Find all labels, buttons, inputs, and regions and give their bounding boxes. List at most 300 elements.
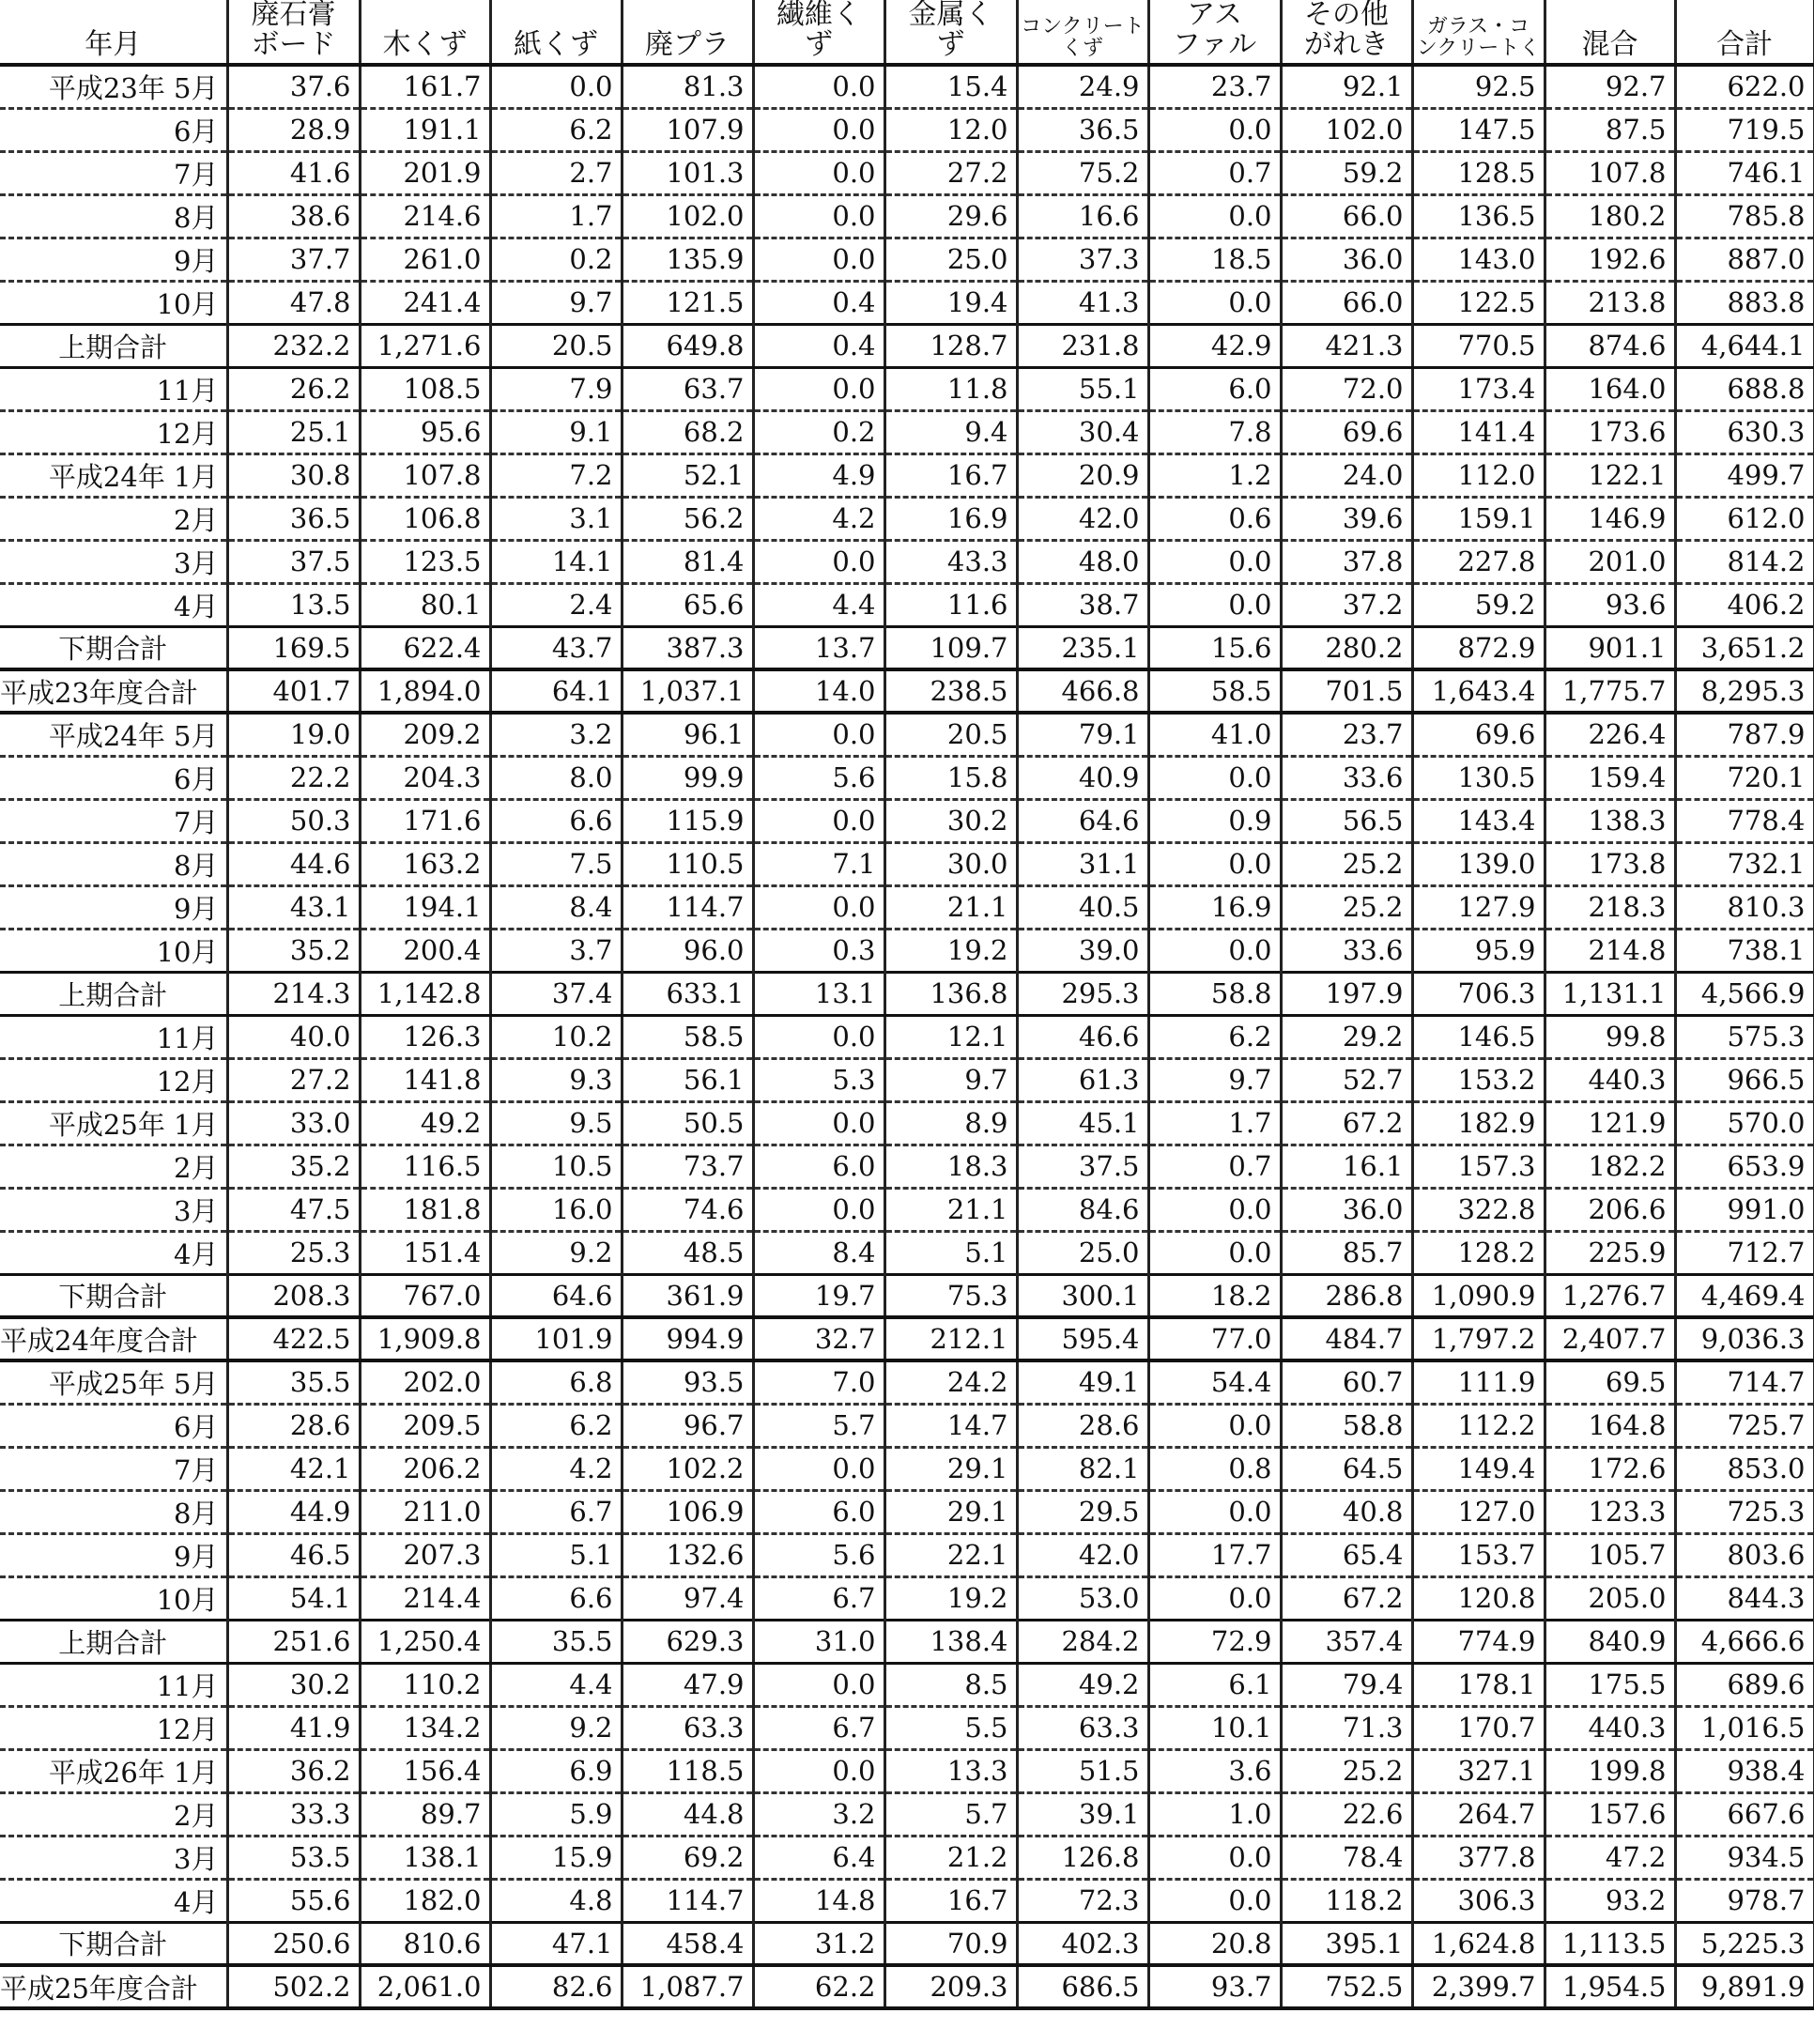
cell-wood: 106.8 xyxy=(360,497,490,540)
cell-concrete: 28.6 xyxy=(1017,1404,1148,1447)
cell-asphalt: 72.9 xyxy=(1148,1620,1281,1663)
header-line1: 木くず xyxy=(382,27,468,61)
cell-plastic: 96.0 xyxy=(622,929,753,972)
cell-asphalt: 6.0 xyxy=(1148,367,1281,410)
cell-plastic: 96.7 xyxy=(622,1404,753,1447)
table-row xyxy=(0,1058,1814,1101)
cell-wood: 211.0 xyxy=(360,1490,490,1533)
cell-asphalt: 58.8 xyxy=(1148,972,1281,1015)
header-line1: 合計 xyxy=(1716,27,1773,61)
table-row xyxy=(0,1404,1814,1447)
cell-plastic: 361.9 xyxy=(622,1274,753,1317)
table-row xyxy=(0,1706,1814,1749)
cell-other-rubble: 69.6 xyxy=(1281,410,1412,453)
cell-mixed: 105.7 xyxy=(1545,1533,1675,1576)
cell-glass-concrete: 127.0 xyxy=(1412,1490,1545,1533)
table-row xyxy=(0,1188,1814,1231)
cell-glass-concrete: 872.9 xyxy=(1412,626,1545,669)
cell-metal: 138.4 xyxy=(884,1620,1017,1663)
cell-total: 887.0 xyxy=(1675,238,1814,281)
cell-mixed: 172.6 xyxy=(1545,1447,1675,1490)
row-label: 平成23年度合計 xyxy=(0,669,227,713)
cell-asphalt: 0.0 xyxy=(1148,842,1281,885)
cell-plastic: 107.9 xyxy=(622,108,753,151)
cell-concrete: 25.0 xyxy=(1017,1231,1148,1274)
row-label: 下期合計 xyxy=(0,626,227,669)
cell-fiber: 5.7 xyxy=(753,1404,884,1447)
cell-mixed: 1,954.5 xyxy=(1545,1965,1675,2008)
cell-concrete: 231.8 xyxy=(1017,324,1148,367)
cell-paper: 6.8 xyxy=(490,1360,622,1404)
cell-metal: 16.9 xyxy=(884,497,1017,540)
cell-wood: 123.5 xyxy=(360,540,490,583)
cell-paper: 64.6 xyxy=(490,1274,622,1317)
row-label: 4月 xyxy=(0,583,227,626)
cell-other-rubble: 357.4 xyxy=(1281,1620,1412,1663)
cell-other-rubble: 71.3 xyxy=(1281,1706,1412,1749)
cell-paper: 7.2 xyxy=(490,453,622,497)
cell-other-rubble: 421.3 xyxy=(1281,324,1412,367)
cell-other-rubble: 25.2 xyxy=(1281,1749,1412,1792)
cell-mixed: 69.5 xyxy=(1545,1360,1675,1404)
cell-gypsum-board: 25.1 xyxy=(227,410,360,453)
cell-wood: 1,250.4 xyxy=(360,1620,490,1663)
cell-other-rubble: 16.1 xyxy=(1281,1145,1412,1188)
cell-gypsum-board: 43.1 xyxy=(227,885,360,929)
table-row xyxy=(0,238,1814,281)
cell-wood: 110.2 xyxy=(360,1663,490,1706)
row-label: 9月 xyxy=(0,885,227,929)
header-gypsum-board xyxy=(227,0,360,65)
header-line1: アス xyxy=(1187,0,1242,31)
cell-glass-concrete: 159.1 xyxy=(1412,497,1545,540)
cell-mixed: 182.2 xyxy=(1545,1145,1675,1188)
cell-fiber: 0.0 xyxy=(753,108,884,151)
row-label: 平成25年 5月 xyxy=(0,1360,227,1404)
cell-total: 712.7 xyxy=(1675,1231,1814,1274)
cell-other-rubble: 58.8 xyxy=(1281,1404,1412,1447)
cell-total: 978.7 xyxy=(1675,1879,1814,1922)
cell-concrete: 31.1 xyxy=(1017,842,1148,885)
header-line2: ボード xyxy=(251,27,336,61)
cell-plastic: 56.2 xyxy=(622,497,753,540)
cell-mixed: 1,131.1 xyxy=(1545,972,1675,1015)
cell-plastic: 649.8 xyxy=(622,324,753,367)
cell-glass-concrete: 1,643.4 xyxy=(1412,669,1545,713)
cell-plastic: 93.5 xyxy=(622,1360,753,1404)
cell-other-rubble: 29.2 xyxy=(1281,1015,1412,1058)
row-label: 6月 xyxy=(0,1404,227,1447)
cell-gypsum-board: 27.2 xyxy=(227,1058,360,1101)
cell-asphalt: 18.2 xyxy=(1148,1274,1281,1317)
cell-paper: 7.5 xyxy=(490,842,622,885)
cell-other-rubble: 197.9 xyxy=(1281,972,1412,1015)
cell-asphalt: 0.0 xyxy=(1148,108,1281,151)
table-row xyxy=(0,1533,1814,1576)
cell-gypsum-board: 36.5 xyxy=(227,497,360,540)
row-label: 平成23年 5月 xyxy=(0,65,227,108)
cell-wood: 767.0 xyxy=(360,1274,490,1317)
cell-fiber: 6.7 xyxy=(753,1576,884,1620)
cell-wood: 207.3 xyxy=(360,1533,490,1576)
cell-asphalt: 0.0 xyxy=(1148,929,1281,972)
cell-wood: 95.6 xyxy=(360,410,490,453)
header-line1: 混合 xyxy=(1581,27,1638,61)
cell-total: 714.7 xyxy=(1675,1360,1814,1404)
cell-plastic: 1,037.1 xyxy=(622,669,753,713)
cell-other-rubble: 22.6 xyxy=(1281,1792,1412,1836)
cell-paper: 9.1 xyxy=(490,410,622,453)
cell-wood: 810.6 xyxy=(360,1922,490,1965)
table-row xyxy=(0,1792,1814,1836)
row-label: 12月 xyxy=(0,1706,227,1749)
cell-metal: 25.0 xyxy=(884,238,1017,281)
cell-fiber: 0.2 xyxy=(753,410,884,453)
cell-asphalt: 0.0 xyxy=(1148,281,1281,324)
cell-gypsum-board: 44.9 xyxy=(227,1490,360,1533)
header-concrete xyxy=(1017,0,1148,65)
cell-metal: 5.1 xyxy=(884,1231,1017,1274)
cell-concrete: 84.6 xyxy=(1017,1188,1148,1231)
cell-total: 570.0 xyxy=(1675,1101,1814,1145)
cell-asphalt: 0.7 xyxy=(1148,151,1281,194)
cell-total: 814.2 xyxy=(1675,540,1814,583)
cell-asphalt: 15.6 xyxy=(1148,626,1281,669)
cell-gypsum-board: 42.1 xyxy=(227,1447,360,1490)
cell-gypsum-board: 33.0 xyxy=(227,1101,360,1145)
cell-total: 4,469.4 xyxy=(1675,1274,1814,1317)
row-label: 3月 xyxy=(0,540,227,583)
cell-other-rubble: 395.1 xyxy=(1281,1922,1412,1965)
cell-asphalt: 6.2 xyxy=(1148,1015,1281,1058)
cell-concrete: 38.7 xyxy=(1017,583,1148,626)
cell-concrete: 126.8 xyxy=(1017,1836,1148,1879)
cell-concrete: 402.3 xyxy=(1017,1922,1148,1965)
half-year-total-row xyxy=(0,972,1814,1015)
cell-glass-concrete: 153.7 xyxy=(1412,1533,1545,1576)
header-other-rubble xyxy=(1281,0,1412,65)
cell-paper: 64.1 xyxy=(490,669,622,713)
row-label: 9月 xyxy=(0,238,227,281)
cell-paper: 15.9 xyxy=(490,1836,622,1879)
cell-plastic: 118.5 xyxy=(622,1749,753,1792)
row-label: 2月 xyxy=(0,1792,227,1836)
cell-concrete: 686.5 xyxy=(1017,1965,1148,2008)
cell-other-rubble: 752.5 xyxy=(1281,1965,1412,2008)
cell-glass-concrete: 1,624.8 xyxy=(1412,1922,1545,1965)
header-fiber xyxy=(753,0,884,65)
row-label: 2月 xyxy=(0,497,227,540)
cell-metal: 19.4 xyxy=(884,281,1017,324)
cell-glass-concrete: 92.5 xyxy=(1412,65,1545,108)
cell-asphalt: 18.5 xyxy=(1148,238,1281,281)
cell-glass-concrete: 59.2 xyxy=(1412,583,1545,626)
cell-plastic: 115.9 xyxy=(622,799,753,842)
cell-metal: 11.6 xyxy=(884,583,1017,626)
cell-plastic: 97.4 xyxy=(622,1576,753,1620)
cell-total: 406.2 xyxy=(1675,583,1814,626)
cell-gypsum-board: 35.2 xyxy=(227,1145,360,1188)
cell-gypsum-board: 208.3 xyxy=(227,1274,360,1317)
table-row xyxy=(0,194,1814,238)
cell-fiber: 0.0 xyxy=(753,367,884,410)
cell-metal: 15.4 xyxy=(884,65,1017,108)
cell-asphalt: 0.0 xyxy=(1148,194,1281,238)
table-row xyxy=(0,1101,1814,1145)
cell-plastic: 135.9 xyxy=(622,238,753,281)
cell-concrete: 39.0 xyxy=(1017,929,1148,972)
cell-concrete: 40.9 xyxy=(1017,756,1148,799)
cell-asphalt: 7.8 xyxy=(1148,410,1281,453)
cell-total: 746.1 xyxy=(1675,151,1814,194)
cell-mixed: 440.3 xyxy=(1545,1706,1675,1749)
cell-plastic: 63.3 xyxy=(622,1706,753,1749)
header-line2: くず xyxy=(1061,36,1103,60)
header-line1: 廃石膏 xyxy=(251,0,336,31)
cell-glass-concrete: 178.1 xyxy=(1412,1663,1545,1706)
cell-mixed: 201.0 xyxy=(1545,540,1675,583)
row-label: 12月 xyxy=(0,1058,227,1101)
cell-metal: 12.0 xyxy=(884,108,1017,151)
header-wood xyxy=(360,0,490,65)
cell-concrete: 55.1 xyxy=(1017,367,1148,410)
table-row xyxy=(0,1447,1814,1490)
cell-metal: 109.7 xyxy=(884,626,1017,669)
cell-asphalt: 3.6 xyxy=(1148,1749,1281,1792)
cell-total: 3,651.2 xyxy=(1675,626,1814,669)
cell-asphalt: 0.0 xyxy=(1148,1879,1281,1922)
cell-plastic: 63.7 xyxy=(622,367,753,410)
cell-mixed: 121.9 xyxy=(1545,1101,1675,1145)
table-row xyxy=(0,281,1814,324)
row-label: 2月 xyxy=(0,1145,227,1188)
cell-gypsum-board: 41.6 xyxy=(227,151,360,194)
cell-paper: 9.2 xyxy=(490,1706,622,1749)
row-label: 8月 xyxy=(0,194,227,238)
cell-plastic: 52.1 xyxy=(622,453,753,497)
cell-paper: 9.3 xyxy=(490,1058,622,1101)
cell-mixed: 173.6 xyxy=(1545,410,1675,453)
row-label: 3月 xyxy=(0,1188,227,1231)
cell-fiber: 0.0 xyxy=(753,151,884,194)
cell-gypsum-board: 50.3 xyxy=(227,799,360,842)
cell-wood: 151.4 xyxy=(360,1231,490,1274)
cell-asphalt: 0.0 xyxy=(1148,756,1281,799)
cell-paper: 9.5 xyxy=(490,1101,622,1145)
cell-concrete: 82.1 xyxy=(1017,1447,1148,1490)
cell-other-rubble: 25.2 xyxy=(1281,842,1412,885)
row-label: 平成26年 1月 xyxy=(0,1749,227,1792)
cell-mixed: 440.3 xyxy=(1545,1058,1675,1101)
cell-fiber: 62.2 xyxy=(753,1965,884,2008)
cell-total: 4,566.9 xyxy=(1675,972,1814,1015)
cell-total: 725.7 xyxy=(1675,1404,1814,1447)
cell-mixed: 173.8 xyxy=(1545,842,1675,885)
cell-paper: 3.1 xyxy=(490,497,622,540)
cell-wood: 134.2 xyxy=(360,1706,490,1749)
cell-wood: 107.8 xyxy=(360,453,490,497)
cell-paper: 9.2 xyxy=(490,1231,622,1274)
cell-total: 653.9 xyxy=(1675,1145,1814,1188)
cell-fiber: 6.7 xyxy=(753,1706,884,1749)
table-row xyxy=(0,1145,1814,1188)
table-row xyxy=(0,756,1814,799)
cell-metal: 27.2 xyxy=(884,151,1017,194)
cell-concrete: 72.3 xyxy=(1017,1879,1148,1922)
cell-asphalt: 1.7 xyxy=(1148,1101,1281,1145)
row-label: 12月 xyxy=(0,410,227,453)
cell-mixed: 159.4 xyxy=(1545,756,1675,799)
cell-metal: 18.3 xyxy=(884,1145,1017,1188)
cell-asphalt: 0.0 xyxy=(1148,540,1281,583)
cell-fiber: 19.7 xyxy=(753,1274,884,1317)
cell-other-rubble: 118.2 xyxy=(1281,1879,1412,1922)
cell-wood: 126.3 xyxy=(360,1015,490,1058)
cell-total: 966.5 xyxy=(1675,1058,1814,1101)
table-row xyxy=(0,410,1814,453)
row-label: 下期合計 xyxy=(0,1922,227,1965)
cell-concrete: 46.6 xyxy=(1017,1015,1148,1058)
cell-fiber: 13.1 xyxy=(753,972,884,1015)
cell-mixed: 213.8 xyxy=(1545,281,1675,324)
header-line1: 紙くず xyxy=(514,27,598,61)
cell-wood: 2,061.0 xyxy=(360,1965,490,2008)
half-year-total-row xyxy=(0,1274,1814,1317)
cell-concrete: 24.9 xyxy=(1017,65,1148,108)
cell-concrete: 284.2 xyxy=(1017,1620,1148,1663)
cell-concrete: 30.4 xyxy=(1017,410,1148,453)
cell-total: 689.6 xyxy=(1675,1663,1814,1706)
cell-metal: 29.1 xyxy=(884,1490,1017,1533)
cell-asphalt: 0.0 xyxy=(1148,583,1281,626)
cell-plastic: 69.2 xyxy=(622,1836,753,1879)
cell-gypsum-board: 214.3 xyxy=(227,972,360,1015)
row-label: 上期合計 xyxy=(0,972,227,1015)
cell-other-rubble: 65.4 xyxy=(1281,1533,1412,1576)
half-year-total-row xyxy=(0,1620,1814,1663)
cell-mixed: 146.9 xyxy=(1545,497,1675,540)
cell-other-rubble: 33.6 xyxy=(1281,929,1412,972)
cell-other-rubble: 79.4 xyxy=(1281,1663,1412,1706)
cell-fiber: 0.4 xyxy=(753,281,884,324)
cell-paper: 4.2 xyxy=(490,1447,622,1490)
fiscal-year-total-row xyxy=(0,1317,1814,1360)
cell-paper: 6.2 xyxy=(490,108,622,151)
table-row xyxy=(0,540,1814,583)
cell-wood: 108.5 xyxy=(360,367,490,410)
cell-other-rubble: 66.0 xyxy=(1281,194,1412,238)
cell-fiber: 6.0 xyxy=(753,1145,884,1188)
cell-plastic: 994.9 xyxy=(622,1317,753,1360)
cell-gypsum-board: 30.2 xyxy=(227,1663,360,1706)
cell-gypsum-board: 25.3 xyxy=(227,1231,360,1274)
cell-fiber: 0.0 xyxy=(753,885,884,929)
cell-wood: 214.4 xyxy=(360,1576,490,1620)
row-label: 10月 xyxy=(0,281,227,324)
cell-asphalt: 9.7 xyxy=(1148,1058,1281,1101)
cell-metal: 128.7 xyxy=(884,324,1017,367)
cell-glass-concrete: 306.3 xyxy=(1412,1879,1545,1922)
table-row xyxy=(0,1663,1814,1706)
cell-total: 934.5 xyxy=(1675,1836,1814,1879)
row-label: 4月 xyxy=(0,1231,227,1274)
cell-plastic: 68.2 xyxy=(622,410,753,453)
cell-asphalt: 0.0 xyxy=(1148,1836,1281,1879)
header-row xyxy=(0,0,1814,65)
cell-fiber: 4.9 xyxy=(753,453,884,497)
cell-plastic: 73.7 xyxy=(622,1145,753,1188)
cell-paper: 1.7 xyxy=(490,194,622,238)
cell-glass-concrete: 770.5 xyxy=(1412,324,1545,367)
row-label: 10月 xyxy=(0,1576,227,1620)
cell-wood: 1,894.0 xyxy=(360,669,490,713)
cell-concrete: 48.0 xyxy=(1017,540,1148,583)
row-label: 下期合計 xyxy=(0,1274,227,1317)
cell-other-rubble: 484.7 xyxy=(1281,1317,1412,1360)
cell-paper: 8.4 xyxy=(490,885,622,929)
cell-fiber: 6.4 xyxy=(753,1836,884,1879)
header-metal xyxy=(884,0,1017,65)
cell-total: 725.3 xyxy=(1675,1490,1814,1533)
cell-total: 738.1 xyxy=(1675,929,1814,972)
cell-glass-concrete: 139.0 xyxy=(1412,842,1545,885)
cell-concrete: 51.5 xyxy=(1017,1749,1148,1792)
cell-metal: 13.3 xyxy=(884,1749,1017,1792)
cell-concrete: 75.2 xyxy=(1017,151,1148,194)
cell-metal: 70.9 xyxy=(884,1922,1017,1965)
cell-concrete: 49.2 xyxy=(1017,1663,1148,1706)
cell-plastic: 74.6 xyxy=(622,1188,753,1231)
cell-total: 853.0 xyxy=(1675,1447,1814,1490)
cell-concrete: 16.6 xyxy=(1017,194,1148,238)
cell-glass-concrete: 1,090.9 xyxy=(1412,1274,1545,1317)
cell-wood: 191.1 xyxy=(360,108,490,151)
table-row xyxy=(0,1015,1814,1058)
table-row xyxy=(0,151,1814,194)
cell-total: 720.1 xyxy=(1675,756,1814,799)
cell-fiber: 8.4 xyxy=(753,1231,884,1274)
cell-total: 688.8 xyxy=(1675,367,1814,410)
cell-plastic: 102.2 xyxy=(622,1447,753,1490)
header-line2: がれき xyxy=(1304,27,1389,61)
cell-gypsum-board: 41.9 xyxy=(227,1706,360,1749)
cell-asphalt: 16.9 xyxy=(1148,885,1281,929)
cell-fiber: 6.0 xyxy=(753,1490,884,1533)
row-label: 3月 xyxy=(0,1836,227,1879)
cell-metal: 21.1 xyxy=(884,885,1017,929)
cell-concrete: 300.1 xyxy=(1017,1274,1148,1317)
cell-glass-concrete: 774.9 xyxy=(1412,1620,1545,1663)
cell-metal: 20.5 xyxy=(884,713,1017,756)
cell-fiber: 4.2 xyxy=(753,497,884,540)
cell-mixed: 192.6 xyxy=(1545,238,1675,281)
cell-metal: 21.2 xyxy=(884,1836,1017,1879)
cell-concrete: 295.3 xyxy=(1017,972,1148,1015)
cell-wood: 1,909.8 xyxy=(360,1317,490,1360)
cell-asphalt: 1.0 xyxy=(1148,1792,1281,1836)
table-row xyxy=(0,929,1814,972)
cell-concrete: 37.3 xyxy=(1017,238,1148,281)
cell-fiber: 0.0 xyxy=(753,1101,884,1145)
cell-total: 810.3 xyxy=(1675,885,1814,929)
cell-mixed: 214.8 xyxy=(1545,929,1675,972)
header-mixed xyxy=(1545,0,1675,65)
cell-glass-concrete: 327.1 xyxy=(1412,1749,1545,1792)
cell-asphalt: 23.7 xyxy=(1148,65,1281,108)
cell-other-rubble: 36.0 xyxy=(1281,1188,1412,1231)
cell-metal: 11.8 xyxy=(884,367,1017,410)
cell-concrete: 20.9 xyxy=(1017,453,1148,497)
